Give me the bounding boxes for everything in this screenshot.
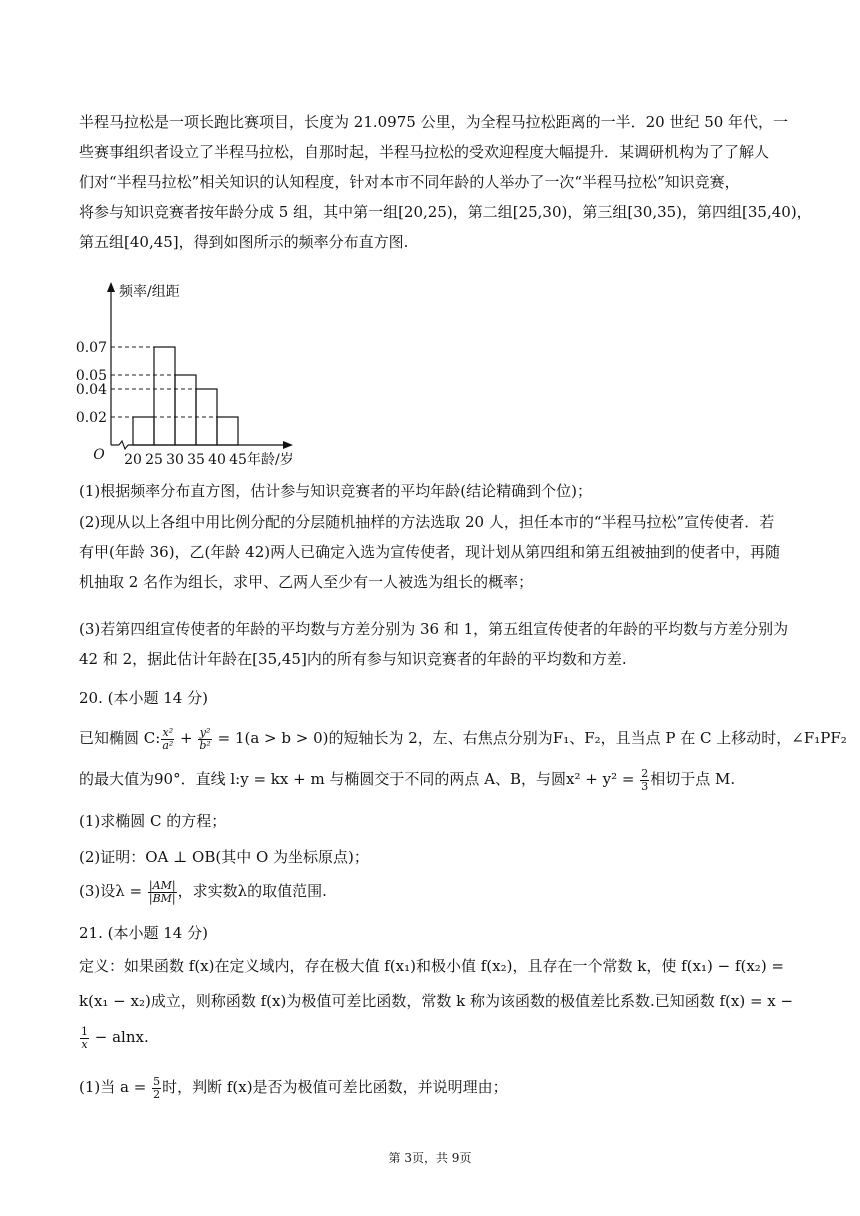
q21-part1 [79, 1072, 784, 1102]
x-tick-label: 20 [124, 452, 142, 468]
q20-frac-lambda: $\frac{|AM|}{|BM|}$ [148, 878, 176, 905]
frequency-histogram [73, 278, 313, 468]
intro-line-2: 些赛事组织者设立了半程马拉松，自那时起，半程马拉松的受欢迎程度大幅提升．某调研机构为了了解人 [79, 143, 770, 161]
x-tick-label: 30 [166, 452, 184, 468]
page-footer: 第 3页，共 9页 [388, 1151, 472, 1165]
histogram-bar [175, 375, 196, 445]
origin-label: O [93, 447, 105, 463]
q20-plus: + [175, 729, 198, 747]
q20-stem2-b: 相切于点 M. [650, 770, 736, 788]
q21-stem-line3 [79, 1022, 784, 1052]
q20-stem2-a: 的最大值为90°．直线 l:y = kx + m 与椭圆交于不同的两点 A、B，与圆x² + y² = [79, 770, 640, 788]
q20-frac-y: $\frac{\text{y²}}{\text{b²}}$ [199, 725, 211, 752]
q20-stem1-a: 已知椭圆 C: [79, 729, 161, 747]
x-axis-arrow [283, 441, 293, 449]
q21-part1-a: (1)当 a = [79, 1078, 152, 1096]
q20-frac-radius: $\frac{2}{3}$ [641, 766, 649, 793]
q21-part1-b: 时，判断 f(x)是否为极值可差比函数，并说明理由； [162, 1078, 508, 1096]
y-tick-label: 0.02 [75, 410, 107, 426]
y-tick-label: 0.04 [75, 382, 107, 398]
histogram-bar [133, 417, 154, 445]
x-tick-label: 45 [229, 452, 247, 468]
y-tick-label: 0.05 [75, 368, 107, 384]
q21-frac-1-over-x: $\frac{1}{x}$ [81, 1024, 88, 1051]
y-tick-label: 0.07 [75, 340, 107, 356]
q20-part1: (1)求椭圆 C 的方程； [79, 812, 227, 830]
axis-break [119, 441, 128, 449]
q19-part2-line2: 有甲(年龄 36)，乙(年龄 42)两人已确定入选为宣传使者，现计划从第四组和第五组被抽到的使者中，再随 [79, 543, 781, 561]
q19-part3-line1: (3)若第四组宣传使者的年龄的平均数与方差分别为 36 和 1，第五组宣传使者的年龄的平均数与方差分别为 [79, 620, 789, 638]
q20-part2: (2)证明：OA ⊥ OB(其中 O 为坐标原点)； [79, 848, 369, 866]
x-tick-label: 25 [145, 452, 163, 468]
x-axis-label: 年龄/岁 [247, 452, 294, 468]
q21-heading: 21. (本小题 14 分) [79, 924, 208, 942]
q19-part3-line2: 42 和 2，据此估计年龄在[35,45]内的所有参与知识竞赛者的年龄的平均数和方差. [79, 650, 627, 668]
q20-stem-line1 [79, 723, 847, 753]
q19-part1: (1)根据频率分布直方图，估计参与知识竞赛者的平均年龄(结论精确到个位)； [79, 482, 592, 500]
q20-part3-b: ，求实数λ的取值范围. [177, 882, 327, 900]
q21-stem-line1: 定义：如果函数 f(x)在定义域内，存在极大值 f(x₁)和极小值 f(x₂)，且存在一个常数 k，使 f(x₁) − f(x₂) = [79, 957, 785, 975]
x-tick-label: 35 [187, 452, 205, 468]
q20-frac-x: $\frac{\text{x²}}{\text{a²}}$ [162, 725, 174, 752]
y-axis-arrow [107, 282, 115, 292]
q20-stem1-b: = 1(a > b > 0)的短轴长为 2，左、右焦点分别为F₁、F₂，且当点 P 在 C 上移动时，∠F₁PF₂ [212, 729, 847, 747]
q20-part3 [79, 876, 784, 906]
intro-line-1: 半程马拉松是一项长跑比赛项目，长度为 21.0975 公里，为全程马拉松距离的一半．20 世纪 50 年代，一 [79, 113, 789, 131]
intro-line-3: 们对“半程马拉松”相关知识的认知程度，针对本市不同年龄的人举办了一次“半程马拉松”知识竞赛， [79, 173, 740, 191]
q20-part3-a: (3)设λ = [79, 882, 147, 900]
y-axis-label: 频率/组距 [119, 284, 180, 300]
q19-part2-line1: (2)现从以上各组中用比例分配的分层随机抽样的方法选取 20 人，担任本市的“半程马拉松”宣传使者．若 [79, 513, 775, 531]
q20-heading: 20. (本小题 14 分) [79, 689, 208, 707]
intro-line-5: 第五组[40,45]，得到如图所示的频率分布直方图. [79, 233, 409, 251]
x-tick-label: 40 [208, 452, 226, 468]
q21-stem3-b: − alnx. [90, 1028, 149, 1046]
q21-frac-a: $\frac{5}{2}$ [153, 1074, 161, 1101]
histogram-bar [217, 417, 238, 445]
q20-stem-line2 [79, 764, 784, 794]
histogram-bar [154, 347, 175, 445]
histogram-bar [196, 389, 217, 445]
intro-line-4: 将参与知识竞赛者按年龄分成 5 组，其中第一组[20,25)，第二组[25,30)，第三组[30,35)，第四组[35,40)， [79, 203, 812, 221]
q19-part2-line3: 机抽取 2 名作为组长，求甲、乙两人至少有一人被选为组长的概率； [79, 573, 534, 591]
q21-stem-line2: k(x₁ − x₂)成立，则称函数 f(x)为极值可差比函数，常数 k 称为该函数的极值差比系数.已知函数 f(x) = x − [79, 992, 794, 1010]
